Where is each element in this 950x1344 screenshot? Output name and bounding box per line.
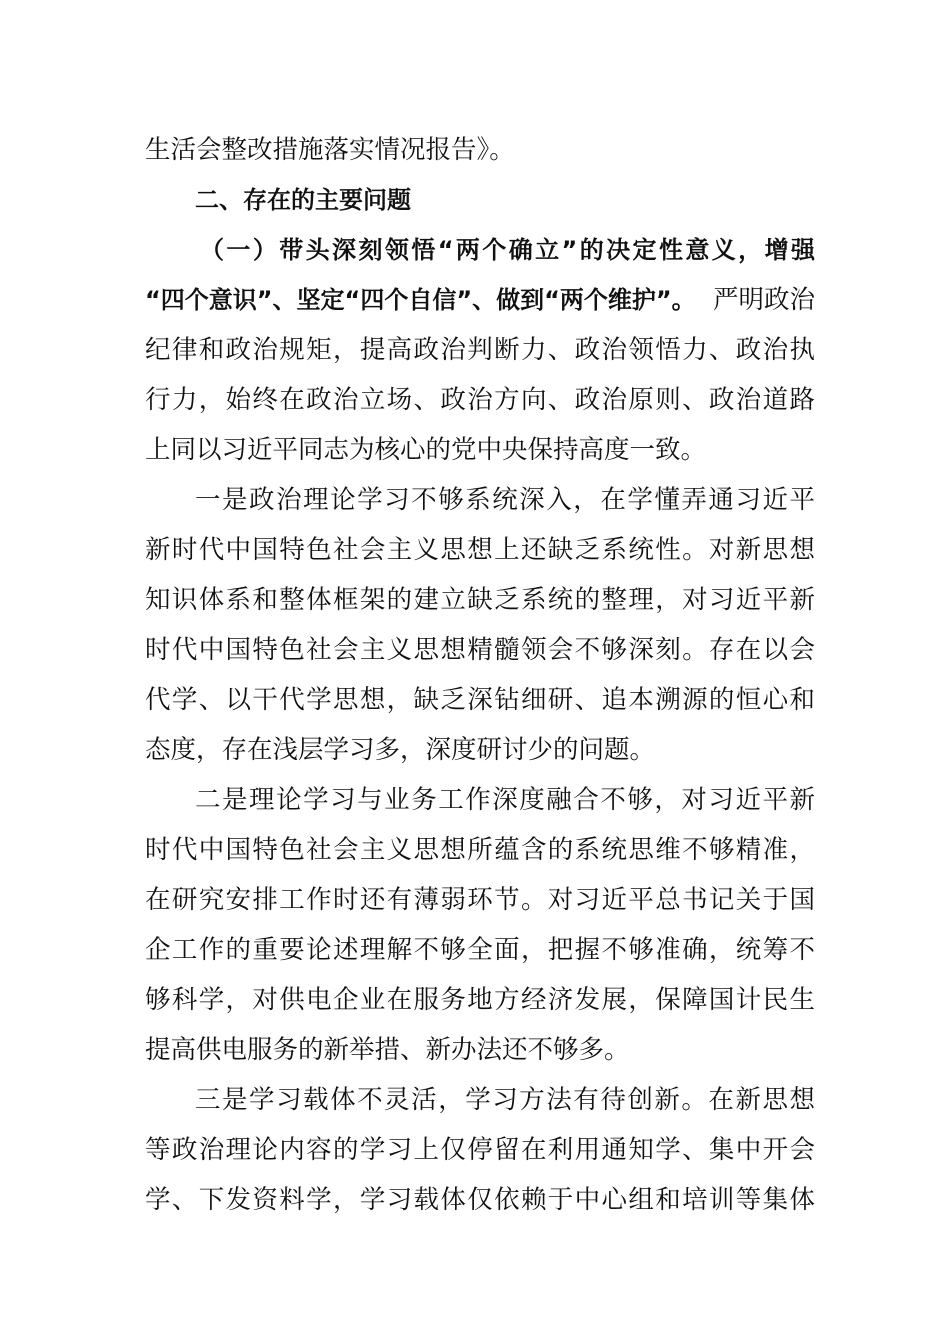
body-text-line: 一是政治理论学习不够系统深入，在学懂弄通习近平: [195, 485, 815, 515]
body-text-line: 代学、以干代学思想，缺乏深钻细研、追本溯源的恒心和: [145, 685, 815, 715]
body-text-segment: 严明政治: [712, 285, 815, 315]
body-text-line: 二是理论学习与业务工作深度融合不够，对习近平新: [195, 785, 815, 815]
body-text-line: 在研究安排工作时还有薄弱环节。对习近平总书记关于国: [145, 885, 815, 915]
subsection-heading-bold-text: “四个意识”、坚定“四个自信”、做到“两个维护”。: [145, 286, 696, 314]
body-text-line: 上同以习近平同志为核心的党中央保持高度一致。: [145, 435, 707, 465]
body-text-line: 新时代中国特色社会主义思想上还缺乏系统性。对新思想: [145, 535, 815, 565]
body-text-line: 等政治理论内容的学习上仅停留在利用通知学、集中开会: [145, 1135, 815, 1165]
body-text-line: 学、下发资料学，学习载体仅依赖于中心组和培训等集体: [145, 1185, 815, 1215]
body-text-line: 够科学，对供电企业在服务地方经济发展，保障国计民生: [145, 985, 815, 1015]
body-text-line: 提高供电服务的新举措、新办法还不够多。: [145, 1035, 630, 1065]
body-text-line: 三是学习载体不灵活，学习方法有待创新。在新思想: [195, 1085, 815, 1115]
section-heading: 二、存在的主要问题: [195, 186, 411, 214]
body-text-line: 纪律和政治规矩，提高政治判断力、政治领悟力、政治执: [145, 335, 815, 365]
subsection-heading-line: [145, 280, 815, 320]
body-text-line: 企工作的重要论述理解不够全面，把握不够准确，统筹不: [145, 935, 815, 965]
body-text-line: 生活会整改措施落实情况报告》。: [145, 135, 515, 165]
subsection-heading-line: （一）带头深刻领悟“两个确立”的决定性意义，增强: [200, 236, 815, 264]
body-text-line: 行力，始终在政治立场、政治方向、政治原则、政治道路: [145, 385, 815, 415]
body-text-line: 时代中国特色社会主义思想精髓领会不够深刻。存在以会: [145, 635, 815, 665]
body-text-line: 时代中国特色社会主义思想所蕴含的系统思维不够精准，: [145, 835, 815, 865]
body-text-line: 知识体系和整体框架的建立缺乏系统的整理，对习近平新: [145, 585, 815, 615]
body-text-line: 态度，存在浅层学习多，深度研讨少的问题。: [145, 735, 656, 765]
